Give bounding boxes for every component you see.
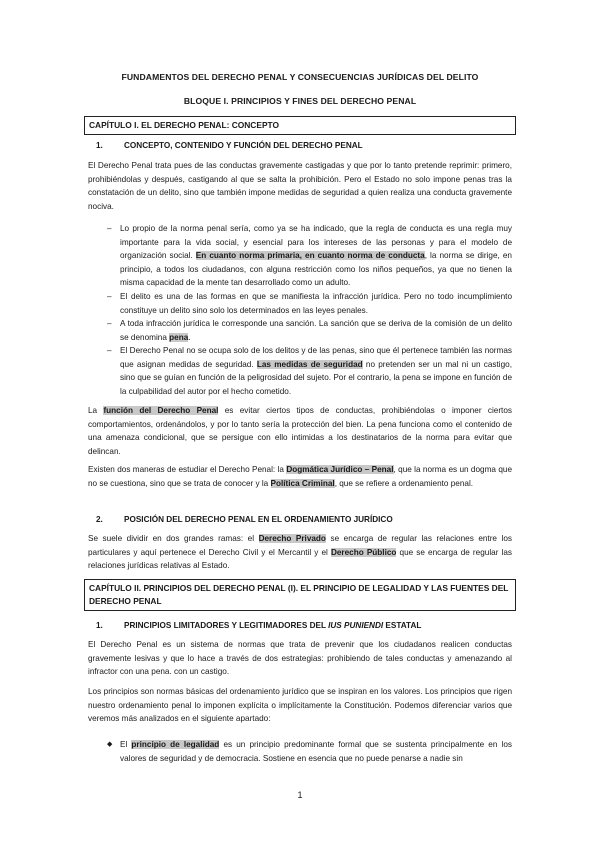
bullet-1-highlight: En cuanto norma primaria, en cuanto norma de conducta [195,251,425,261]
bullet-1 [120,222,512,290]
paragraph-2-text-b: es evitar ciertos tipos de conductas, prohibiéndolas o imponer ciertos comportamientos, ordenándolos, y por lo tanto sería la protección del bien. La pena funciona como el contenido de una amenaza condicional, que se persigue con ello intimidas a los destinatarios de la norma para evitar que delincan. [88,406,512,456]
paragraph-2-highlight: función del Derecho Penal [103,406,219,415]
chapter-1-paragraph-4 [88,532,512,573]
section-2-title: POSICIÓN DEL DERECHO PENAL EN EL ORDENAMIENTO JURÍDICO [124,515,393,524]
chapter-2-heading: CAPÍTULO II. PRINCIPIOS DEL DERECHO PENAL (I). EL PRINCIPIO DE LEGALIDAD Y LAS FUENTES DEL DERECHO PENAL [84,579,516,611]
bullet-3-highlight: pena [169,332,189,342]
paragraph-3-text-a: Existen dos maneras de estudiar el Derecho Penal: la [88,465,284,474]
paragraph-4-text-a: Se suele dividir en dos grandes ramas: el [88,534,255,543]
bullet-2: El delito es una de las formas en que se manifiesta la infracción jurídica. Pero no todo incumplimiento constituye un delito sino solo los determinados en las leyes penales. [120,292,512,315]
paragraph-3-text-c: , que se refiere a ordenamiento penal. [334,478,474,488]
document-subtitle: BLOQUE I. PRINCIPIOS Y FINES DEL DERECHO PENAL [183,96,417,106]
diamond-bullet-icon: ◆ [107,741,113,748]
bullet-4-text-b: no pretenden ser un mal ni un castigo, sino que se guían en función de la peligrosidad del sujeto. Por el contrario, la pena se impone en función de la culpabilidad del autor por el hecho cometido. [120,359,512,396]
chapter-2-section-1-heading [96,621,421,630]
bullet-4 [120,344,512,398]
paragraph-4-highlight-1: Derecho Privado [258,534,326,543]
chapter-2-section-1-number: 1. [96,621,103,630]
section-2-number: 2. [96,515,103,524]
dash-bullet-2: – [107,292,112,301]
chapter-2-section-1-title-italic: IUS PUNIENDI [328,621,384,630]
diamond-bullet-1-text-a: El [120,740,128,749]
bullet-3-text-b: . [188,332,191,342]
chapter-2-paragraph-1: El Derecho Penal es un sistema de normas que trata de prevenir que los ciudadanos realicen conductas gravemente lesivas y que lo hace a través de dos estrategias: prohibiendo de tales conductas y amenazando al infractor con una pena. con un castigo. [88,640,512,677]
chapter-1-heading: CAPÍTULO I. EL DERECHO PENAL: CONCEPTO [84,116,516,135]
diamond-bullet-1 [120,738,512,765]
dash-bullet-3: – [107,319,112,328]
paragraph-4-highlight-2: Derecho Público [330,547,397,557]
paragraph-2-text-a: La [88,406,98,415]
document-title: FUNDAMENTOS DEL DERECHO PENAL Y CONSECUENCIAS JURÍDICAS DEL DELITO [121,72,479,82]
page-number: 1 [297,790,303,800]
section-1-heading [96,141,363,150]
bullet-3-text-a: A toda infracción jurídica le corresponde una sanción. La sanción que se deriva de la comisión de un delito se denomina [120,319,512,342]
bullet-1-text-a: Lo propio de la norma penal sería, como ya se ha indicado, que la regla de conducta es una regla muy importante para la vida social, y esencial para los intereses de las personas y para el modelo de organización social. [120,224,512,261]
dash-bullet-4: – [107,346,112,355]
chapter-2-section-1-title-a: PRINCIPIOS LIMITADORES Y LEGITIMADORES DEL [124,621,329,630]
diamond-bullet-1-highlight: principio de legalidad [131,740,220,749]
chapter-2-section-1-title-b: ESTATAL [383,621,422,630]
chapter-1-paragraph-2 [88,404,512,458]
chapter-1-paragraph-3 [88,463,512,490]
dash-bullet-1: – [107,224,112,233]
paragraph-3-highlight-1: Dogmática Jurídico – Penal [286,465,394,474]
section-2-heading [96,515,393,524]
paragraph-4-text-c: que se encarga de regular las relaciones jurídicas relativas al Estado. [88,547,512,571]
paragraph-4-text-b: se encarga de regular las relaciones entre los particulares y aquí pertenece el Derecho Civil y el Mercantil y el [88,534,512,557]
bullet-4-highlight: Las medidas de seguridad [256,359,363,369]
chapter-1-paragraph-1: El Derecho Penal trata pues de las conductas gravemente castigadas y que por lo tanto pretende reprimir: primero, prohibiéndolas y después, castigando al que se salta la prohibición. Pero el Estado no solo impone penas tras la constatación de un delito, sino que también impone medidas de seguridad a quien realiza una conducta gravemente nociva. [88,161,512,211]
diamond-bullet-1-text-b: es un principio predominante formal que se sustenta principalmente en los valores de seguridad y de democracia. Sostiene en esencia que no puede penarse a nadie sin [120,740,512,763]
bullet-1-text-b: , la norma se dirige, en principio, a todos los ciudadanos, con alguna restricción como los niños pequeños, ya que no tienen la misma capacidad de la mente tan desarrollado como un adulto. [120,251,512,288]
bullet-4-text-a: El Derecho Penal no se ocupa solo de los delitos y de las penas, sino que él pertenece también las normas que asignan medidas de seguridad. [120,346,512,369]
paragraph-3-highlight-2: Política Criminal [270,478,335,488]
section-1-title: CONCEPTO, CONTENIDO Y FUNCIÓN DEL DERECHO PENAL [124,141,363,150]
section-1-number: 1. [96,141,103,150]
chapter-2-paragraph-2: Los principios son normas básicas del ordenamiento jurídico que se inspiran en los valores. Los principios que rigen nuestro ordenamiento penal lo imponen explícita o implícitamente la Constitución. Podemos diferenciar varios que veremos más analizados en el siguiente apartado: [88,687,512,724]
bullet-3 [120,317,512,344]
paragraph-3-text-b: , que la norma es un dogma que no se cuestiona, sino que se trata de conocer y la [88,465,512,488]
